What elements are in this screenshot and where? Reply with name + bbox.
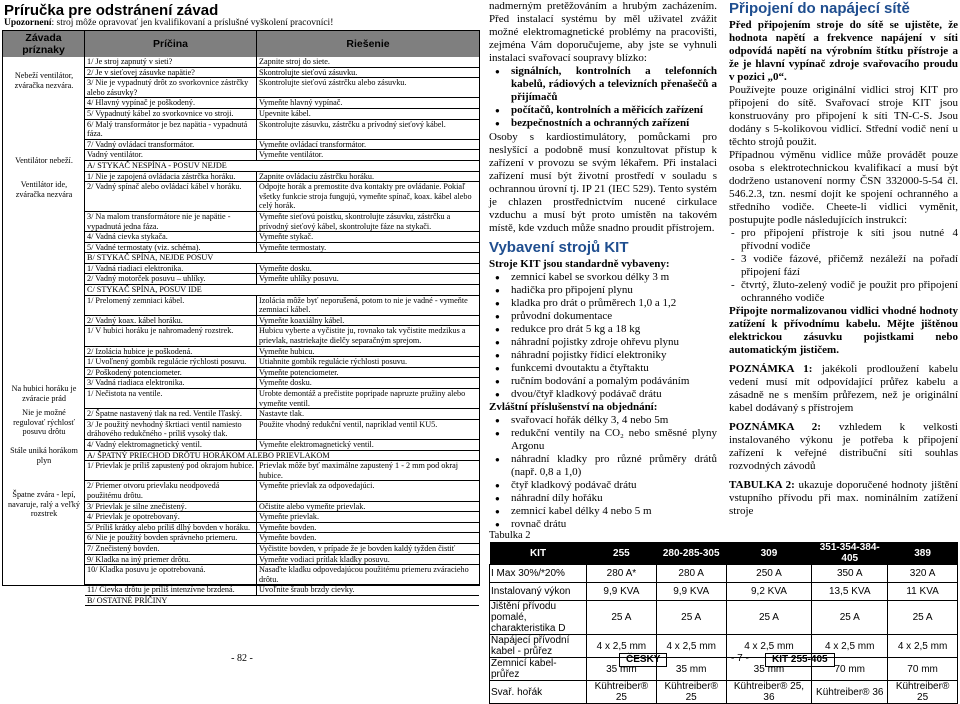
spec-row-label: Svař. hořák [490,681,587,704]
fix-cell: Vymeňte termostaty. [259,242,327,252]
page-title: Príručka pre odstránení závad [4,2,219,19]
spec-table [489,542,958,704]
fault-label: Nie je možné regulovať rýchlosť posuvu drôtu [13,408,75,437]
spec-table-block [489,530,958,704]
list-item: ● náhradní díly hořáku [503,492,717,505]
fix-cell: Vymeňte ovládací transformátor. [259,139,367,149]
right-footer [489,653,958,667]
spec-row [490,601,958,635]
table-row [85,296,479,316]
language-label: ČESKY [619,653,667,667]
fix-cell: Vymeňte prievlak. [259,512,320,522]
fix-cell: Vymeňte ventilátor. [259,150,324,160]
cause-cell: 5/ Vypadnutý kábel zo svorkovnice vo stroji. [85,109,257,119]
fix-cell: Zapnite ovládaciu zástrčku horáku. [259,171,375,181]
table-row [85,120,479,140]
right-column-1 [489,0,717,531]
cause-cell: 1/ Je stroj zapnutý v sieti? [85,57,257,67]
spec-row-label: Napájecí přívodní kabel - průřez [490,635,587,658]
right-page [489,0,960,703]
cause-cell: 2/ Vadný spínač alebo ovládací kábel v horáku. [85,182,257,211]
fault-column [3,57,85,585]
cause-cell: 1/ Prievlak je príliš zapustený pod okrajom hubice. [85,461,257,480]
cause-cell: 2/ Špatne nastavený tlak na red. Ventile ľľaský. [85,409,257,419]
cause-cell: 1/ Uvoľnený gombík regulácie rýchlosti posuvu. [85,357,257,367]
table-row [85,502,479,513]
left-page [0,0,484,671]
list-item: ● signálních, kontrolních a telefonních kabelů, rádiových a televizních přenašečů a přijímačů [503,65,717,104]
cause-cell: 3/ Vadná riadiaca elektronika. [85,378,257,388]
spec-cell: 35 mm [726,658,812,681]
spec-cell: 4 x 2,5 mm [888,635,958,658]
fix-cell: Vymeňte hubicu. [259,346,315,356]
accessories-title: Zvláštní příslušenství na objednání: [489,401,658,413]
table-row [85,555,479,566]
table-row [85,212,479,232]
page-number-right: - 7 - [731,653,749,664]
fix-cell: Vymeňte elektromagnetický ventil. [259,439,374,449]
cause-cell: 2/ Vadný motorček posuvu – uhlíky. [85,274,257,284]
connection-note: Připojte normalizovanou vidlici vhodné hodnoty zatížení k přívodnímu kabelu. Mějte jištěnou elektrickou zásuvku pojistkami nebo automatickým jističem. [729,305,958,356]
cause-cell: 10/ Kladka posuvu je opotrebovaná. [85,565,257,584]
spec-cell: 25 A [587,601,657,635]
table-row [85,533,479,544]
equipment-intro: Stroje KIT jsou standardně vybaveny: [489,258,670,270]
table-row [85,440,479,451]
list-item: - 3 vodiče fázové, přičemž nezáleží na pořadí připojení fází [729,253,958,279]
warning-body: : stroj môže opravovať jen kvalifikovaní a príslušné vyškolení pracovníci! [51,18,334,28]
table-row [85,274,479,285]
spec-row-label: Zemnicí kabel- průřez [490,658,587,681]
list-item: ● rovnač drátu [503,518,717,531]
cause-cell: 2/ Je v sieťovej zásuvke napätie? [85,68,257,78]
list-item: ● svařovací hořák délky 3, 4 nebo 5m [503,414,717,427]
fix-cell: Použite vhodný redukční ventil, napríklad ventil KU5. [259,419,438,429]
spec-cell: 4 x 2,5 mm [726,635,812,658]
table-row [85,420,479,440]
fix-cell: Upevnite kábel. [259,108,311,118]
cause-cell: 1/ Prelomený zemniaci kábel. [85,296,257,315]
spec-cell: 280 A [656,565,726,583]
cause-cell: 2/ Izolácia hubice je poškodená. [85,347,257,357]
cause-cell: 4/ Vadný elektromagnetický ventil. [85,440,257,450]
fix-cell: Vymeňte bovden. [259,533,317,543]
equipment-list [503,271,717,401]
note-1 [729,363,958,415]
right-column-2 [729,0,958,518]
fix-cell: Urobte demontáž a prečistite popripade napruzte pružiny alebo vymeňte ventil. [259,389,466,408]
table-row [85,264,479,275]
spec-cell: 25 A [888,601,958,635]
fault-label: Na hubici horáku je zváracie prád [11,384,77,403]
fix-cell: Nastavte tlak. [259,409,305,419]
cause-cell: 7/ Vadný ovládací transformátor. [85,140,257,150]
warning-text [4,18,333,28]
connection-warning: Před připojením stroje do sítě se ujistěte, že hodnota napětí a frekvence napájení v síti odpovídá napětí na výrobním štítku přístroje a že je hlavní vypínač zdroje svařovacího proudu v pozici „0“. [729,19,958,83]
spec-cell: 9,2 KVA [726,583,812,601]
troubleshooting-table [2,30,480,605]
table-row [85,565,479,585]
cause-cell: 2/ Vadný koax. kábel horáku. [85,316,257,326]
spec-cell: 13,5 KVA [812,583,888,601]
list-item: ● průvodní dokumentace [503,310,717,323]
spec-header-row [490,542,958,565]
spec-cell: Kühtreiber® 25 [587,681,657,704]
fault-label: Špatne zvára - lepí, navaruje, ralý a veľký rozstrek [8,490,80,519]
spec-cell: Kühtreiber® 25, 36 [726,681,812,704]
list-item: ● bezpečnostních a ochranných zařízení [503,117,717,130]
cause-cell: 11/ Cievka drôtu je príliš intenzívne brzdená. [85,585,257,595]
fault-label: Ventilátor nebeží. [15,156,73,165]
spec-cell: 350 A [812,565,888,583]
cause-cell: 5/ Vadné termostaty (viz. schéma). [85,243,257,253]
section-row: C/ STYKAČ SPÍNA, POSUV IDE [85,285,479,296]
model-label: KIT 255-405 [765,653,835,667]
spec-cell: 25 A [656,601,726,635]
list-item: - čtvrtý, žluto-zelený vodič je použit pro připojení ochranného vodiče [729,279,958,305]
list-item: - pro připojení přístroje k síti jsou nutné 4 přívodní vodiče [729,227,958,253]
fix-cell: Skontrolujte sieťovú zástrčku alebo zásuvku. [259,78,407,88]
table-row [85,57,479,68]
table-row [85,378,479,389]
cause-cell: 1/ Nie je zapojená ovládacia zástrčka horáku. [85,172,257,182]
fix-cell: Vymeňte potenciometer. [259,367,339,377]
table-row [85,368,479,379]
cause-cell: Vadný ventilátor. [85,150,257,160]
list-item: ● čtyř kladkový podávač drátu [503,479,717,492]
list-item: ● dvou/čtyř kladkový podávač drátu [503,388,717,401]
list-item: ● hadička pro připojení plynu [503,284,717,297]
list-item: ● počítačů, kontrolních a měřicích zařízení [503,104,717,117]
table-row [85,140,479,151]
table-row [85,544,479,555]
cause-cell: 5/ Príliš krátky alebo príliš dlhý bovden v horáku. [85,523,257,533]
warning-label: Upozornení [4,18,52,28]
spec-cell: 9,9 KVA [587,583,657,601]
spec-cell: 4 x 2,5 mm [656,635,726,658]
note-2 [729,421,958,473]
fault-label: Nebeží ventilátor, zváračka nezvára. [14,71,74,90]
cause-cell: 4/ Prievlak je opotrebovaný. [85,512,257,522]
table-row [85,109,479,120]
fault-label: Ventilátor ide, zváračka nezvára [15,180,73,199]
spec-cell: 35 mm [587,658,657,681]
header-cause: Príčina [85,31,257,57]
cause-cell: 9/ Kladka na iný priemer drôtu. [85,555,257,565]
fix-cell: Vyčistite bovden, v prípade že je bovden kaldý tyžden čistiť [259,543,456,553]
accessories-list [503,414,717,531]
fix-cell: Vymeňte koaxiálny kábel. [259,315,345,325]
fix-cell: Vymeňte hlavný vypínač. [259,98,343,108]
fix-cell: Vymeňte sieťovú poistku, skontrolujte zásuvku, zástrčku a prívodný sieťový kábel, skontrolujte fáze na stykači. [259,211,451,231]
spec-cell: 320 A [888,565,958,583]
spec-cell: Kühtreiber® 25 [888,681,958,704]
list-item: ● funkcemi dvoutaktu a čtyřtaktu [503,362,717,375]
table-row [85,585,479,596]
table-row [85,232,479,243]
spec-header-cell: 255 [587,542,657,565]
list-item: ● náhradní pojistky zdroje ohřevu plynu [503,336,717,349]
list-item: ● zemnicí kabel se svorkou délky 3 m [503,271,717,284]
list-item: ● náhradní pojistky řídicí elektroniky [503,349,717,362]
spec-cell: 70 mm [888,658,958,681]
fix-cell: Vymeňte uhlíky posuvu. [259,274,339,284]
table-row [85,512,479,523]
table-row [85,150,479,161]
cause-cell: 2/ Poškodený potenciometer. [85,368,257,378]
spec-cell: Kühtreiber® 25 [656,681,726,704]
table-row [85,357,479,368]
table-row [85,461,479,481]
table-row [85,243,479,254]
table-row [85,389,479,409]
note-2-label: POZNÁMKA 2: [729,421,821,433]
fix-cell: Vymeňte stykač. [259,232,314,242]
table-row [85,98,479,109]
table-row [85,523,479,534]
spec-header-cell: 389 [888,542,958,565]
fix-cell: Hubicu vyberte a vyčistite ju, rovnako tak vyčistite medzikus a prievlak, nastriekajte dielčy separačným sprejom. [259,326,466,346]
emc-list [503,65,717,130]
fix-cell: Skontrolujte zásuvku, zástrčku a prívodný sieťový kábel. [259,119,446,129]
fix-cell: Vymeňte dosku. [259,263,312,273]
cause-cell: 3/ Nie je vypadnutý drôt zo svorkovnice zástrčky alebo zásuvky? [85,78,257,97]
spec-cell: 4 x 2,5 mm [587,635,657,658]
section-row: B/ OSTATNÉ PRÍČINY [85,596,479,607]
spec-cell: 25 A [726,601,812,635]
table-row [85,182,479,212]
cause-cell: 4/ Vadná cievka stykača. [85,232,257,242]
spec-body [490,565,958,704]
fix-cell: Zapnite stroj do siete. [259,57,330,66]
cause-cell: 3/ Je použitý nevhodný škrtiaci ventil namiesto dráhového redukčného - príliš vysoký tlak. [85,420,257,439]
fix-cell: Vymeňte prievlak za odpovedajúci. [259,481,375,491]
spec-header-cell: 351-354-384-405 [812,542,888,565]
cause-cell: 3/ Prievlak je silne znečistený. [85,502,257,512]
spec-cell: 70 mm [812,658,888,681]
equipment-heading: Vybavení strojů KIT [489,239,629,256]
table-2-text: ukazuje doporučené hodnoty jištění vstupního přívodu při max. nominálním zatížení stroje [729,479,958,517]
spec-header-cell: KIT [490,542,587,565]
fix-cell: Očistite alebo vymeňte prievlak. [259,501,366,511]
list-item: ● redukce pro drát 5 kg a 18 kg [503,323,717,336]
fix-cell: Uvoľnite šraub brzdy cievky. [259,585,355,595]
cause-cell: 7/ Znečistený bovden. [85,544,257,554]
page-number-left: - 82 - [231,653,253,664]
spec-cell: 35 mm [656,658,726,681]
connection-paragraph: Používejte pouze originální vidlici stroj KIT pro připojení do sítě. Svařovací stroje KIT jsou konstruovány pro připojení k síti TN-C-S. Jsou dodány s 5-kolikovou vidlicí. Střední vodič není u těchto strojů použit. [729,84,958,148]
spec-row-label: Jištění přívodu pomalé, charakteristika D [490,601,587,635]
list-item: ● kladka pro drát o průměrech 1,0 a 1,2 [503,297,717,310]
fix-cell: Utiahnite gombík regulácie rýchlosti posuvu. [259,357,408,367]
cause-cell: 3/ Na malom transformátore nie je napätie - vypadnutá jedna fáza. [85,212,257,231]
fix-cell: Izolácia môže byť neporušená, potom to nie je vadné - vymeňte zemniací kábel. [259,295,468,315]
spec-row [490,583,958,601]
cause-cell: 6/ Nie je použitý bovden správneho priemeru. [85,533,257,543]
spec-header-cell: 309 [726,542,812,565]
spec-cell: 11 KVA [888,583,958,601]
section-row: A/ ŠPATNÝ PRIECHOD DRÔTU HORÁKOM ALEBO PRIEVLAKOM [85,451,479,462]
spec-cell: Kühtreiber® 36 [812,681,888,704]
header-fix: Riešenie [257,31,479,57]
cause-cell: 6/ Malý transformátor je bez napätia - vypadnutá fáza. [85,120,257,139]
table-row [85,78,479,98]
connection-heading: Připojení do napájecí sítě [729,0,910,17]
table-row [85,347,479,358]
cause-cell: 1/ Nečistota na ventile. [85,389,257,408]
cause-cell: 4/ Hlavný vypínač je poškodený. [85,98,257,108]
list-item: ● redukční ventily na CO₂ nebo směsné plyny Argonu [503,427,717,453]
table-2-note [729,479,958,518]
fault-label: Stále uniká horákom plyn [10,446,78,465]
spec-cell: 9,9 KVA [656,583,726,601]
emc-intro: nadmerným pretěžováním a hrubým zacházením. Před instalací systému by měl uživatel zvážit možné elektromagnetické problémy na pracovišti, zejména Vám doporučujeme, aby jste se vyhnuli instalaci svařovací soupravy blízko: [489,0,717,64]
fix-cell: Vymeňte bovden. [259,522,317,532]
cause-cell: 1/ Vadná riadiaci elektronika. [85,264,257,274]
connection-paragraph-2: Případnou výměnu vidlice může provádět pouze osoba s elektrotechnickou kvalifikací a musí být dodrženo ustanovení normy ČSN 332000-5-54 čl. 546.2.3, tzn. nesmí dojít ke spojení ochranného a středního vodiče. Cheete-li vidlici vyměnit, postupujte podle následujících instrukcí: [729,149,958,226]
fix-cell: Odpojte horák a premostite dva kontakty pre ovládanie. Pokiaľ všetky funkcie stroja fungujú, vymeňte spínač, koax. kábel alebo celý horák. [259,182,472,211]
cause-fix-rows [85,57,479,605]
list-item: ● náhradní kladky pro různé průměry drátů (např. 0,8 a 1,0) [503,453,717,479]
section-row: B/ STYKAČ SPÍNA, NEJDE POSUV [85,253,479,264]
spec-row [490,565,958,583]
table-row [85,326,479,346]
list-item: ● zemnicí kabel délky 4 nebo 5 m [503,505,717,518]
section-row: A/ STYKAČ NESPÍNA - POSUV NEJDE [85,161,479,172]
table-row [85,409,479,420]
fix-cell: Nasaďte kladku odpovedajúcou použitému priemeru zváracieho drôtu. [259,565,469,584]
table-row [85,172,479,183]
fix-cell: Skontrolujte sieťovú zásuvku. [259,67,358,77]
spec-cell: 250 A [726,565,812,583]
table-2-label: TABULKA 2: [729,479,795,491]
cause-cell: 2/ Priemer otvoru prievlaku neodpovedá použitému drôtu. [85,481,257,500]
emc-paragraph: Osoby s kardiostimulátory, pomůckami pro neslyšící a podobně musí konzultovat přístup k zařízení v provozu se svým lékařem. Při instalaci zařízení musí být životní prostředí v souladu s ochrannou úrovní tj. IP 21 (IEC 529). Tento systém je chlazen prostřednictvím nucené cirkulace vzduchu a musí být proto umístěn na takovém místě, kde vzduch může snadno proudit přístrojem. [489,131,717,234]
spec-cell: 4 x 2,5 mm [812,635,888,658]
spec-row-label: I Max 30%/*20% [490,565,587,583]
spec-cell: 25 A [812,601,888,635]
cause-cell: 1/ V hubici horáku je nahromadený rozstrek. [85,326,257,345]
spec-row [490,681,958,704]
list-item: ● ručním bodování a pomalým podáváním [503,375,717,388]
header-fault: Závada príznaky [3,31,85,57]
connection-list [729,227,958,305]
spec-header-cell: 280-285-305 [656,542,726,565]
spec-table-caption: Tabulka 2 [489,530,531,541]
spec-row-label: Instalovaný výkon [490,583,587,601]
note-1-text: jakékoli prodloužení kabelu vedení musí mít odpovídající průřez kabelu a zásadně ne s menším průřezem, než je originální kabel dodávaný s přístrojem [729,363,958,414]
fix-cell: Vymeňte vodiaci prítlak kladky posuvu. [259,554,390,564]
table-row [85,68,479,79]
note-2-text: vzhledem k velkosti instalovaného výkonu je potřeba k připojení zařízení k veřejné distribuční síti souhlas rozvodných závodů [729,421,958,472]
table-row [85,481,479,501]
table-row [85,316,479,327]
note-1-label: POZNÁMKA 1: [729,363,813,375]
fix-cell: Prievlak môže byť maximálne zapustený 1 - 2 mm pod okraj hubice. [259,461,459,480]
fix-cell: Vymeňte dosku. [259,378,312,388]
spec-cell: 280 A* [587,565,657,583]
